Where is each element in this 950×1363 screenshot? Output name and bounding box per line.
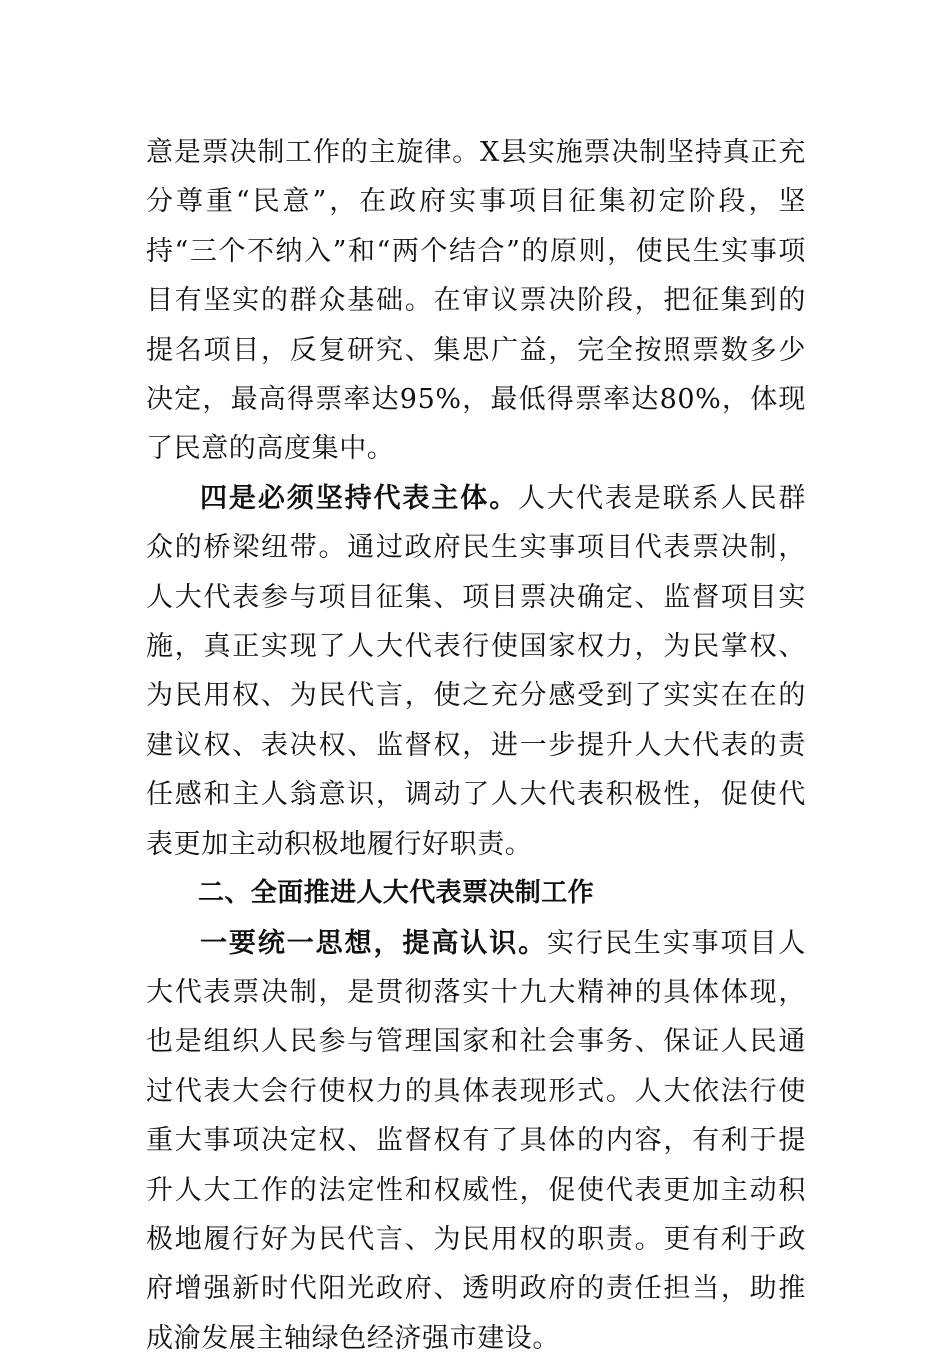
- paragraph-text: 意是票决制工作的主旋律。X县实施票决制坚持真正充分尊重“民意”，在政府实事项目征集初定阶段，坚持“三个不纳入”和“两个结合”的原则，使民生实事项目有坚实的群众基础。在审议票决阶段，把征集到的提名项目，反复研究、集思广益，完全按照票数多少决定，最高得票率达95%，最低得票率达80%，体现了民意的高度集中。: [146, 137, 806, 464]
- paragraph-text: 人大代表是联系人民群众的桥梁纽带。通过政府民生实事项目代表票决制，人大代表参与项目征集、项目票决确定、监督项目实施，真正实现了人大代表行使国家权力，为民掌权、为民用权、为民代言，使之充分感受到了实实在在的建议权、表决权、监督权，进一步提升人大代表的责任感和主人翁意识，调动了人大代表积极性，促使代表更加主动积极地履行好职责。: [146, 483, 806, 860]
- paragraph-continuation: [146, 128, 806, 474]
- document-body: [146, 128, 806, 1363]
- paragraph-unify-thinking: [146, 919, 806, 1363]
- paragraph-lead-sentence: 一要统一思想，提高认识。: [200, 928, 547, 959]
- paragraph-representative-subject: [146, 474, 806, 869]
- paragraph-lead-sentence: 四是必须坚持代表主体。: [200, 483, 518, 514]
- section-heading: 二、全面推进人大代表票决制工作: [146, 869, 806, 918]
- paragraph-text: 实行民生实事项目人大代表票决制，是贯彻落实十九大精神的具体体现，也是组织人民参与管理国家和社会事务、保证人民通过代表大会行使权力的具体表现形式。人大依法行使重大事项决定权、监督权有了具体的内容，有利于提升人大工作的法定性和权威性，促使代表更加主动积极地履行好为民代言、为民用权的职责。更有利于政府增强新时代阳光政府、透明政府的责任担当，助推成渝发展主轴绿色经济强市建设。: [146, 928, 806, 1354]
